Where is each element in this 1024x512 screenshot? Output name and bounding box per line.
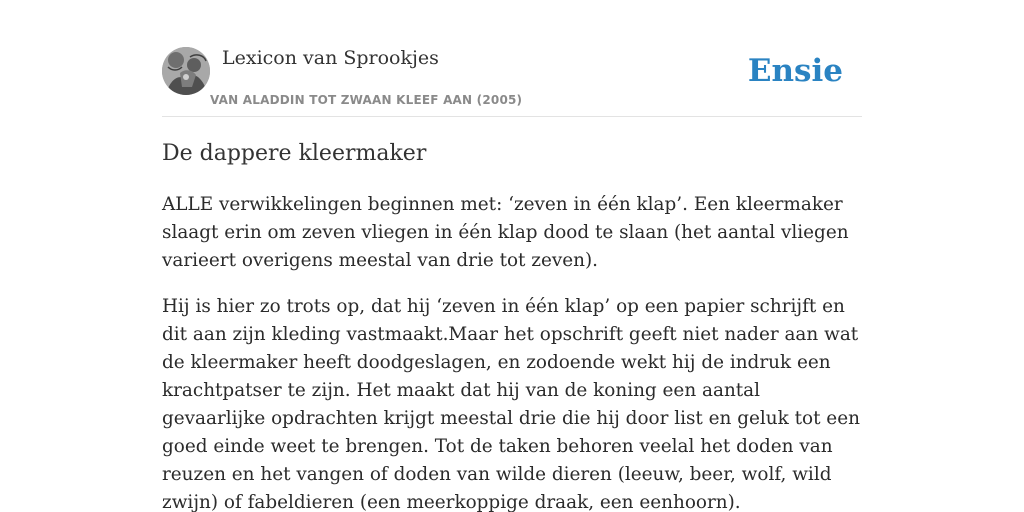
article-paragraph-2: Hij is hier zo trots op, dat hij ‘zeven in één klap’ op een papier schrijft en dit aan zijn kleding vastmaakt.Maar het opschrift geeft niet nader aan wat de kleermaker heeft doodgeslagen, en zodoende wekt hij de indruk een krachtpatser te zijn. Het maakt dat hij van de koning een aantal gevaarlijke opdrachten krijgt meestal drie die hij door list en geluk tot een goed einde weet te brengen. Tot de taken behoren veelal het doden van reuzen en het vangen of doden van wilde dieren (leeuw, beer, wolf, wild zwijn) of fabeldieren (een meerkoppige draak, een eenhoorn). (162, 296, 860, 512)
book-subtitle: VAN ALADDIN TOT ZWAAN KLEEF AAN (2005) (210, 93, 523, 107)
article-title: De dappere kleermaker (162, 141, 427, 166)
ensie-logo[interactable]: Ensie (747, 53, 843, 89)
book-title-link[interactable]: Lexicon van Sprookjes (222, 47, 439, 69)
book-header (162, 46, 862, 117)
article (162, 138, 862, 512)
article-paragraph-1: ALLE verwikkelingen beginnen met: ‘zeven in één klap’. Een kleermaker slaagt erin om zeven vliegen in één klap dood te slaan (het aantal vliegen varieert overigens meestal van drie tot zeven). (162, 194, 849, 271)
engraving-illustration (162, 47, 210, 95)
book-cover-avatar[interactable] (162, 47, 210, 95)
